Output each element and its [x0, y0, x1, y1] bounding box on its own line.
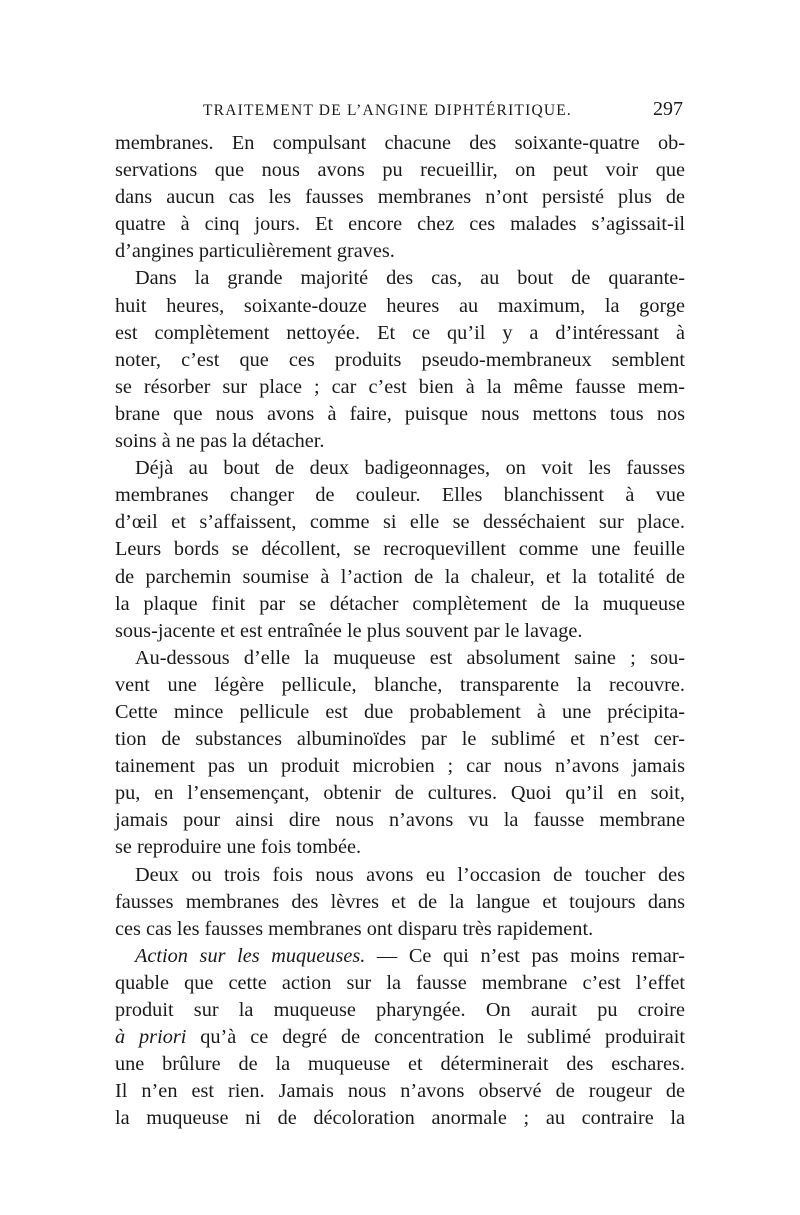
text-line: sous-jacente et est entraînée le plus souvent par le lavage.	[115, 619, 583, 642]
text-line: d’angines particulièrement graves.	[115, 240, 395, 263]
text-line: se reproduire une fois tombée.	[115, 836, 362, 859]
page-number: 297	[653, 98, 683, 120]
text-line: Il n’en est rien. Jamais nous n’avons observé de rougeur de	[115, 1080, 685, 1103]
text-line: brane que nous avons à faire, puisque nous mettons tous nos	[115, 402, 685, 425]
text-line: Au-dessous d’elle la muqueuse est absolument saine ; sou-	[135, 646, 685, 669]
text-line: quable que cette action sur la fausse membrane c’est l’effet	[115, 971, 685, 994]
text-line: membranes. En compulsant chacune des soixante-quatre ob-	[115, 132, 685, 154]
running-title: TRAITEMENT DE L’ANGINE DIPHTÉRITIQUE.	[203, 102, 572, 119]
text-line: tion de substances albuminoïdes par le sublimé et n’est cer-	[115, 728, 685, 751]
body-text	[115, 130, 685, 1132]
text-line: servations que nous avons pu recueillir, on peut voir que	[115, 159, 685, 182]
text-line: vent une légère pellicule, blanche, transparente la recouvre.	[115, 673, 685, 696]
text-line: Cette mince pellicule est due probablement à une précipita-	[115, 700, 685, 723]
italic-run: Action sur les muqueuses.	[135, 944, 366, 967]
text-line: la plaque finit par se détacher complètement de la muqueuse	[115, 592, 685, 615]
text-line: Leurs bords se décollent, se recroquevillent comme une feuille	[115, 538, 685, 561]
text-line: à priori qu’à ce degré de concentration le sublimé produirait	[115, 1026, 685, 1049]
text-line: membranes changer de couleur. Elles blanchissent à vue	[115, 484, 685, 507]
running-head	[115, 100, 685, 126]
text-line: tainement pas un produit microbien ; car nous n’avons jamais	[115, 755, 685, 778]
text-line: Action sur les muqueuses. — Ce qui n’est pas moins remar-	[135, 944, 685, 967]
text-line: dans aucun cas les fausses membranes n’ont persisté plus de	[115, 186, 685, 209]
text-line: soins à ne pas la détacher.	[115, 430, 325, 453]
text-line: ces cas les fausses membranes ont disparu très rapidement.	[115, 917, 594, 940]
text-line: d’œil et s’affaissent, comme si elle se desséchaient sur place.	[115, 511, 685, 534]
text-line: Deux ou trois fois nous avons eu l’occasion de toucher des	[135, 863, 685, 886]
text-line: de parchemin soumise à l’action de la chaleur, et la totalité de	[115, 565, 685, 588]
text-line: quatre à cinq jours. Et encore chez ces malades s’agissait-il	[115, 213, 685, 236]
italic-run: à priori	[115, 1026, 187, 1049]
text-line: est complètement nettoyée. Et ce qu’il y a d’intéressant à	[115, 321, 685, 344]
text-line: une brûlure de la muqueuse et déterminerait des eschares.	[115, 1053, 685, 1076]
text-line: se résorber sur place ; car c’est bien à la même fausse mem-	[115, 375, 685, 398]
text-line: jamais pour ainsi dire nous n’avons vu la fausse membrane	[115, 809, 685, 832]
text-line: la muqueuse ni de décoloration anormale ; au contraire la	[115, 1107, 685, 1130]
text-line: produit sur la muqueuse pharyngée. On aurait pu croire	[115, 999, 685, 1021]
text-line: Dans la grande majorité des cas, au bout de quarante-	[135, 267, 685, 290]
text-line: pu, en l’ensemençant, obtenir de cultures. Quoi qu’il en soit,	[115, 782, 685, 805]
text-line: noter, c’est que ces produits pseudo-membraneux semblent	[115, 348, 685, 371]
text-line: fausses membranes des lèvres et de la langue et toujours dans	[115, 890, 685, 913]
text-line: huit heures, soixante-douze heures au maximum, la gorge	[115, 294, 685, 317]
text-line: Déjà au bout de deux badigeonnages, on voit les fausses	[135, 457, 685, 480]
